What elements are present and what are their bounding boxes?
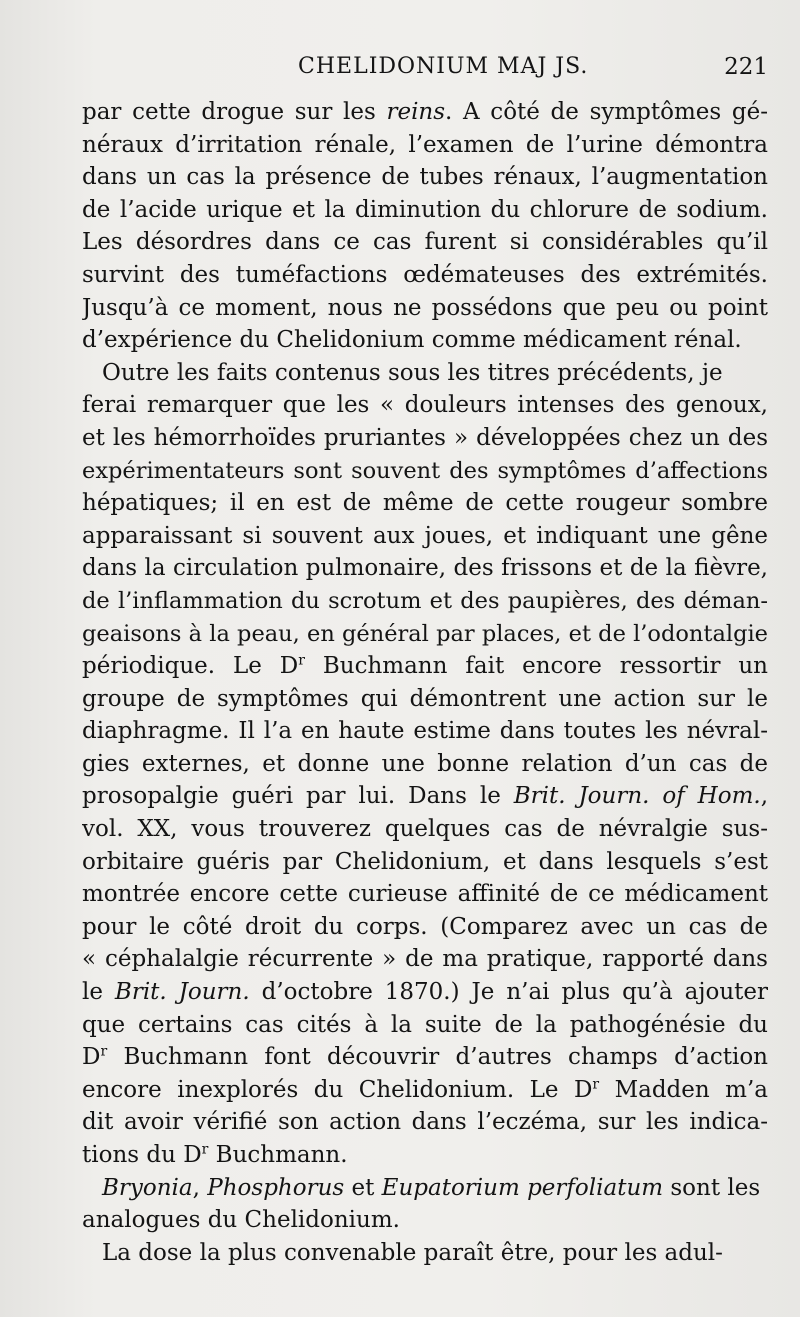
text-fragment: expérimentateurs sont souvent des symptômes d’affections [82, 457, 768, 484]
body-text [82, 96, 768, 1269]
text-line [82, 748, 768, 781]
text-fragment: montrée encore cette curieuse affinité de ce médicament [82, 881, 768, 908]
text-line [82, 292, 768, 325]
text-fragment: , [192, 1174, 208, 1201]
text-line [82, 324, 768, 357]
text-line [82, 911, 768, 944]
text-line [82, 552, 768, 585]
text-fragment: que certains cas cités à la suite de la pathogénésie du [82, 1011, 768, 1038]
text-fragment: analogues du Chelidonium. [82, 1207, 400, 1234]
text-line [82, 194, 768, 227]
text-fragment: Jusqu’à ce moment, nous ne possédons que peu ou point [82, 294, 768, 321]
superscript: r [298, 652, 305, 669]
text-fragment: de l’inflammation du scrotum et des paupières, des déman- [82, 587, 768, 614]
text-fragment: vol. XX, vous trouverez quelques cas de névralgie sus- [82, 816, 768, 843]
text-line [82, 1237, 768, 1270]
text-line [82, 96, 768, 129]
text-line [82, 943, 768, 976]
text-fragment: encore inexplorés du Chelidonium. Le D [82, 1076, 593, 1103]
running-title: CHELIDONIUM MAJ JS. [298, 54, 589, 79]
text-fragment: sont les [663, 1174, 761, 1201]
text-fragment: dans un cas la présence de tubes rénaux, l’augmentation [82, 164, 768, 191]
text-fragment: Buchmann. [208, 1142, 348, 1168]
text-fragment: orbitaire guéris par Chelidonium, et dans lesquels s’est [82, 848, 768, 875]
page-number: 221 [724, 54, 768, 80]
text-fragment: tions du D [82, 1142, 202, 1168]
text-fragment: et [344, 1174, 382, 1201]
italic-text: Phosphorus [207, 1174, 345, 1201]
text-fragment: le [82, 979, 115, 1006]
text-line [82, 129, 768, 162]
text-line [82, 1204, 768, 1237]
text-fragment: geaisons à la peau, en général par places, et de l’odontalgie [82, 620, 768, 647]
text-line [82, 813, 768, 846]
text-fragment: « céphalalgie récurrente » de ma pratique, rapporté dans [82, 946, 768, 973]
superscript: r [592, 1076, 600, 1093]
text-fragment: Buchmann fait encore ressortir un [304, 653, 768, 680]
text-line [82, 618, 768, 651]
text-line [82, 650, 768, 683]
italic-text: Brit. Journ. [114, 979, 250, 1006]
text-line [82, 161, 768, 194]
text-fragment: par cette drogue sur les [82, 99, 387, 125]
text-fragment: d’octobre 1870.) Je n’ai plus qu’à ajouter [249, 979, 768, 1006]
text-fragment: La dose la plus convenable paraît être, pour les adul- [102, 1239, 723, 1266]
text-fragment: prosopalgie guéri par lui. Dans le [82, 783, 514, 810]
text-line [82, 780, 768, 813]
text-fragment: d’expérience du Chelidonium comme médicament rénal. [82, 327, 742, 354]
text-line [82, 1139, 768, 1172]
text-fragment: hépatiques; il en est de même de cette rougeur sombre [82, 490, 768, 517]
italic-text: Bryonia [102, 1174, 193, 1201]
text-fragment: . A côté de symptômes gé- [445, 99, 768, 125]
text-fragment: apparaissant si souvent aux joues, et indiquant une gêne [82, 522, 768, 549]
text-fragment: diaphragme. Il l’a en haute estime dans toutes les névral- [82, 718, 768, 745]
italic-text: Brit. Journ. of Hom. [513, 783, 761, 810]
page-header [82, 54, 768, 88]
text-line [82, 226, 768, 259]
text-line [82, 585, 768, 618]
text-line [82, 1074, 768, 1107]
superscript: r [100, 1043, 108, 1060]
text-fragment: dans la circulation pulmonaire, des frissons et de la fièvre, [82, 555, 768, 582]
text-fragment: de l’acide urique et la diminution du chlorure de sodium. [82, 196, 768, 223]
superscript: r [201, 1141, 209, 1158]
text-fragment: Madden m’a [599, 1076, 768, 1103]
text-fragment: dit avoir vérifié son action dans l’eczéma, sur les indica- [82, 1109, 768, 1136]
text-fragment: Les désordres dans ce cas furent si considérables qu’il [82, 229, 768, 256]
text-fragment: ferai remarquer que les « douleurs intenses des genoux, [82, 392, 768, 419]
text-line [82, 487, 768, 520]
text-line [82, 1041, 768, 1074]
text-line [82, 683, 768, 716]
text-line [82, 422, 768, 455]
text-line [82, 1009, 768, 1042]
text-line [82, 976, 768, 1009]
text-line [82, 389, 768, 422]
text-line [82, 259, 768, 292]
text-fragment: périodique. Le D [82, 653, 299, 680]
text-fragment: néraux d’irritation rénale, l’examen de l’urine démontra [82, 131, 768, 158]
text-line [82, 1106, 768, 1139]
italic-text: reins [386, 99, 446, 125]
text-fragment: Buchmann font découvrir d’autres champs d’action [107, 1044, 768, 1071]
text-fragment: , [760, 783, 768, 810]
text-line [82, 520, 768, 553]
text-line [82, 1172, 768, 1205]
text-line [82, 715, 768, 748]
text-fragment: pour le côté droit du corps. (Comparez avec un cas de [82, 913, 768, 940]
text-fragment: gies externes, et donne une bonne relation d’un cas de [82, 750, 768, 777]
text-fragment: groupe de symptômes qui démontrent une action sur le [82, 685, 768, 712]
text-line [82, 455, 768, 488]
text-fragment: survint des tuméfactions œdémateuses des extrémités. [82, 261, 768, 288]
text-fragment: D [82, 1044, 101, 1071]
text-fragment: et les hémorrhoïdes pruriantes » développées chez un des [82, 424, 768, 451]
text-fragment: Outre les faits contenus sous les titres précédents, je [102, 359, 723, 386]
text-line [82, 846, 768, 879]
text-line [82, 878, 768, 911]
italic-text: Eupatorium perfoliatum [381, 1174, 664, 1201]
text-line [82, 357, 768, 390]
